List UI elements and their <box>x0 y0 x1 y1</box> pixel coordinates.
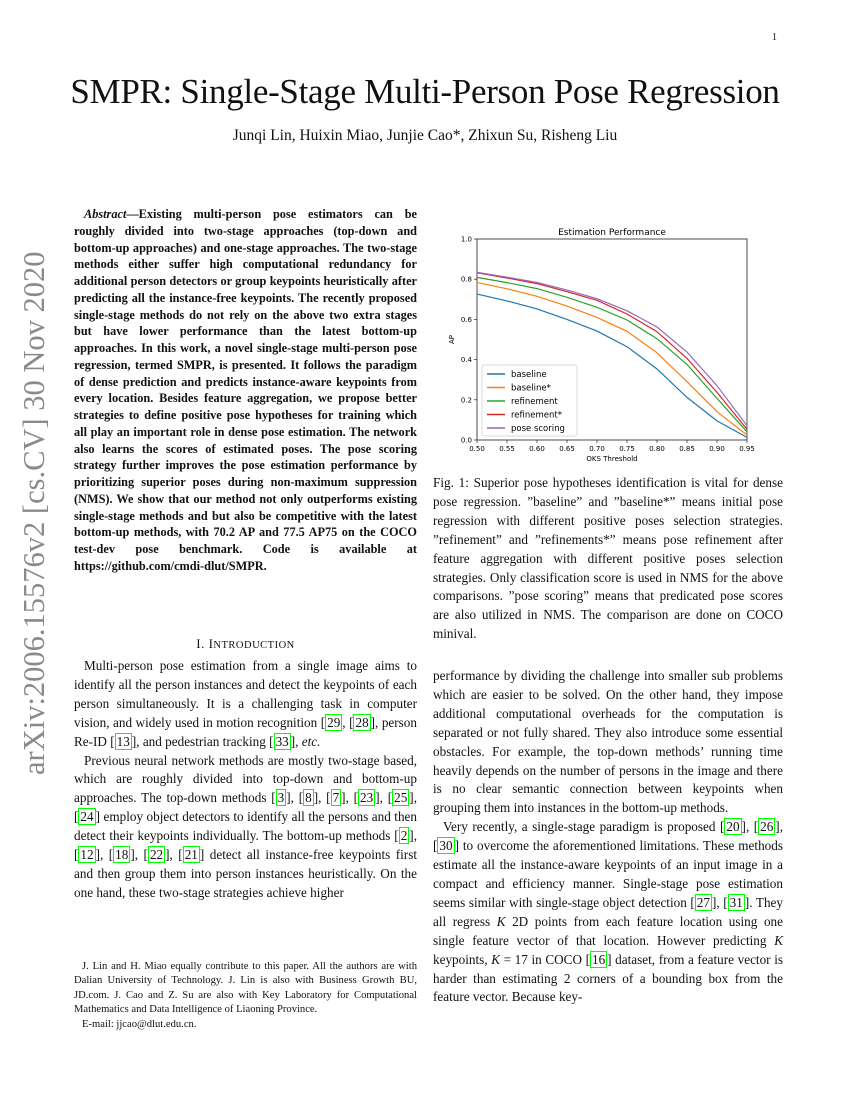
citation-link[interactable]: 27 <box>696 894 710 910</box>
citation-link[interactable]: 8 <box>305 790 312 806</box>
intro-paragraph-2: Previous neural network methods are mostly two-stage based, which are roughly divided into top-down and bottom-up approaches. The top-down methods [ 3 ], [ 8 ], [ 7 ], [ 23 ], [ 25 ], [ 24 ] employ object detectors to identify all the persons and then detect their keypoints individually. The bottom-up methods [ 2 ], [ 12 ], [ 18 ], [ 22 ], [ 21 ] detect all instance-free keypoints first and then group them into person instances heuristically. On the one hand, these two-stage strategies achieve higher <box>74 752 417 900</box>
citation-link[interactable]: 3 <box>277 790 285 806</box>
x-tick-label: 0.55 <box>499 445 515 453</box>
footnote-email: E-mail: jjcao@dlut.edu.cn. <box>82 1018 197 1030</box>
y-tick-label: 0.2 <box>460 396 472 405</box>
x-axis-label: OKS Threshold <box>586 455 638 463</box>
citation-link[interactable]: 26 <box>760 819 774 835</box>
x-tick-label: 0.65 <box>559 445 575 453</box>
right-column-text <box>433 667 783 1007</box>
paper-title: SMPR: Single-Stage Multi-Person Pose Regression <box>70 72 780 111</box>
citation-link[interactable]: 31 <box>729 894 743 910</box>
citation-link[interactable]: 2 <box>400 828 408 844</box>
citation-link[interactable]: 25 <box>394 790 408 806</box>
y-tick-label: 1.0 <box>460 235 472 244</box>
footnote-affiliations: J. Lin and H. Miao equally contribute to this paper. All the authors are with Dalian University of Technology. J. Lin is also with Business Growth BU, JD.com. J. Cao and Z. Su are also with Key Laboratory for Computational Mathematics and Data Intelligence of Liaoning Province. <box>74 961 417 1016</box>
citation-link[interactable]: 30 <box>439 838 453 854</box>
arxiv-stamp: arXiv:2006.15576v2 [cs.CV] 30 Nov 2020 <box>17 251 51 775</box>
intro-text <box>74 657 417 903</box>
citation-link[interactable]: 23 <box>360 790 374 806</box>
line-chart <box>440 222 780 470</box>
author-list: Junqi Lin, Huixin Miao, Junjie Cao*, Zhixun Su, Risheng Liu <box>232 127 618 144</box>
citation-link[interactable]: 18 <box>115 847 129 863</box>
legend-entry: baseline* <box>511 383 551 394</box>
chart-title: Estimation Performance <box>558 228 666 238</box>
legend-entry: pose scoring <box>511 424 565 434</box>
x-tick-label: 0.60 <box>529 445 545 453</box>
section-heading-introduction: I. INTRODUCTION <box>196 636 295 651</box>
x-tick-label: 0.70 <box>589 445 605 453</box>
page-number: 1 <box>772 32 777 43</box>
x-tick-label: 0.80 <box>649 445 665 453</box>
citation-link[interactable]: 21 <box>184 847 198 863</box>
x-tick-label: 0.75 <box>619 445 635 453</box>
x-tick-label: 0.95 <box>739 445 755 453</box>
x-tick-label: 0.85 <box>679 445 695 453</box>
citation-link[interactable]: 7 <box>332 790 340 806</box>
figure-1-chart <box>440 222 780 470</box>
figure-caption: Fig. 1: Superior pose hypotheses identification is vital for dense pose regression. ”baseline” and ”baseline*” means initial pose regression with different positive poses selection strategies. ”refinement” and ”refinements*” means pose refinement after feature aggregation with different positive poses selection strategies. Only classification score is used in NMS for the above comparisons. ”pose scoring” means that predicated pose scores are also utilized in NMS. The comparison are done on COCO minival. <box>433 475 783 642</box>
abstract <box>74 206 417 575</box>
y-tick-label: 0.0 <box>460 436 472 445</box>
citation-link[interactable]: 20 <box>726 819 740 835</box>
right-paragraph-2: Very recently, a single-stage paradigm is proposed [ 20 ], [ 26 ], [ 30 ] to overcome the aforementioned limitations. These methods estimate all the instance-aware keypoints of an input image in a compact and efficiency manner. Single-stage pose estimation seems similar with single-stage object detection [ 27 ], [ 31 ]. They all regress K 2D points from each feature location using one single feature vector of that location. However predicting K keypoints, K = 17 in COCO [ 16 ] dataset, from a feature vector is harder than estimating 2 corners of a bounding box from the feature vector. Because key- <box>433 819 783 1005</box>
footnote <box>74 960 417 1032</box>
right-paragraph-1: performance by dividing the challenge into smaller sub problems which are easier to be solved. On the other hand, they impose additional computational overheads for the computation is separated or not fully shared. They also introduce some essential obstacles. For example, the top-down methods’ running time heavily depends on the number of persons in the image and there is no clear semantic connection between keypoints when grouping them into instances in the bottom-up methods. <box>433 668 783 816</box>
citation-link[interactable]: 33 <box>275 733 289 749</box>
y-tick-label: 0.8 <box>460 275 472 284</box>
legend-entry: refinement* <box>511 410 562 421</box>
intro-paragraph-1: Multi-person pose estimation from a single image aims to identify all the person instances and detect the keypoints of each person simultaneously. It is a challenging task in computer vision, and widely used in motion recognition [ 29 , [ 28 ], person Re-ID [ 13 ], and pedestrian tracking [ 33 ], etc. <box>74 658 417 749</box>
legend-entry: refinement <box>511 397 558 407</box>
citation-link[interactable]: 28 <box>355 714 369 730</box>
citation-link[interactable]: 16 <box>591 951 606 967</box>
citation-link[interactable]: 24 <box>80 809 94 825</box>
abstract-text: —Existing multi-person pose estimators can be roughly divided into two-stage approaches (top-down and bottom-up approaches) and one-stage approaches. The two-stage methods either suffer high computational redundancy for additional person detectors or group keypoints heuristically after predicting all the instance-free keypoints. The recently proposed single-stage methods do not rely on the above two extra stages but have lower performance than the latest bottom-up approaches. In this work, a novel single-stage multi-person pose regression, termed SMPR, is presented. It follows the paradigm of dense prediction and predicts instance-aware keypoints from every location. Besides feature aggregation, we propose better strategies to define positive pose hypotheses for training which all play an important role in dense pose estimation. The network also learns the scores of estimated poses. The pose scoring strategy further improves the pose estimation performance by prioritizing superior poses during non-maximum suppression (NMS). We show that our method not only outperforms existing single-stage methods and but also be competitive with the latest bottom-up methods, with 70.2 AP and 77.5 AP75 on the COCO test-dev pose benchmark. Code is available at https://github.com/cmdi-dlut/SMPR. <box>74 207 417 573</box>
y-axis-label: AP <box>448 334 456 345</box>
citation-link[interactable]: 22 <box>149 847 164 863</box>
legend-entry: baseline <box>511 370 547 380</box>
citation-link[interactable]: 13 <box>116 733 130 749</box>
x-tick-label: 0.90 <box>709 445 725 453</box>
y-tick-label: 0.4 <box>460 356 472 365</box>
citation-link[interactable]: 29 <box>327 714 341 730</box>
y-tick-label: 0.6 <box>460 315 472 324</box>
abstract-label: Abstract <box>84 207 127 221</box>
citation-link[interactable]: 12 <box>80 847 94 863</box>
x-tick-label: 0.50 <box>469 445 485 453</box>
